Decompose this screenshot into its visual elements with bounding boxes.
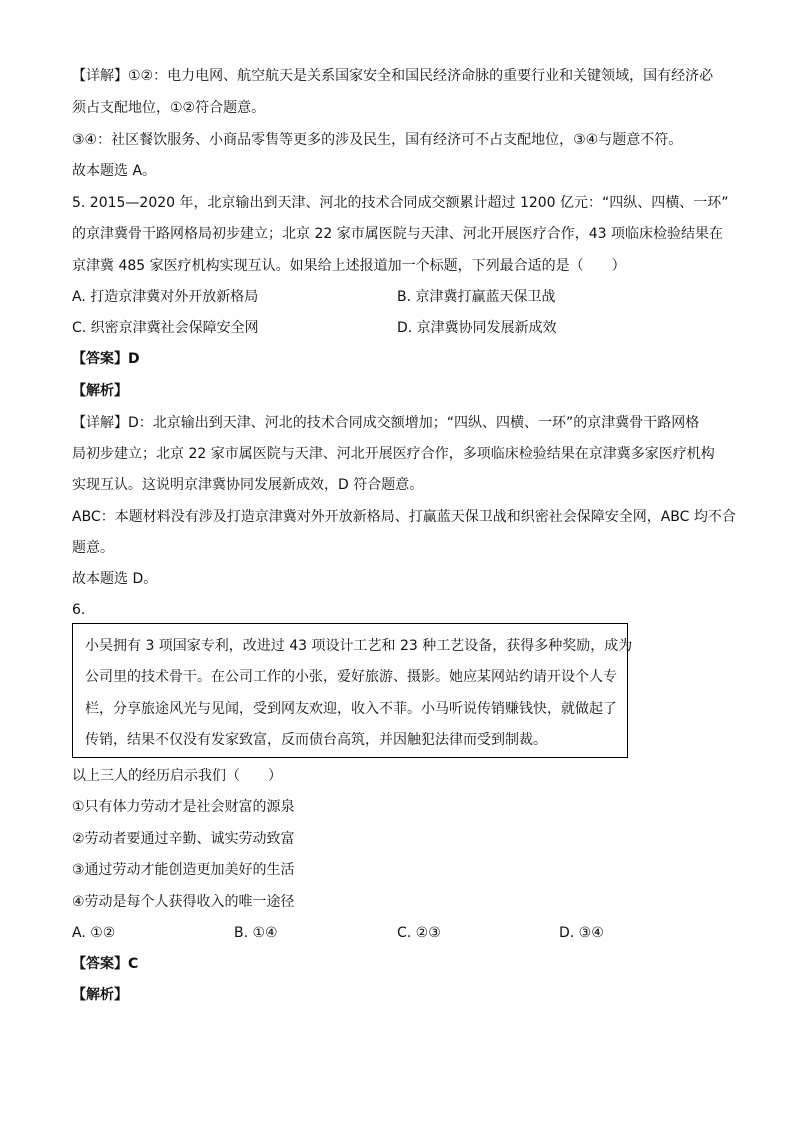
q6-statement-3: ③通过劳动才能创造更加美好的生活 bbox=[72, 862, 295, 878]
q5-conclusion: 故本题选 D。 bbox=[72, 571, 158, 587]
q5-option-b: B. 京津冀打赢蓝天保卫战 bbox=[397, 289, 556, 305]
q6-material-line-2: 公司里的技术骨干。在公司工作的小张，爱好旅游、摄影。她应某网站约请开设个人专 bbox=[85, 669, 617, 685]
q6-answer: 【答案】C bbox=[72, 956, 139, 972]
q6-statement-2: ②劳动者要通过辛勤、诚实劳动致富 bbox=[72, 831, 295, 847]
q5-option-a: A. 打造京津冀对外开放新格局 bbox=[72, 289, 259, 305]
q6-material-line-4: 传销，结果不仅没有发家致富，反而债台高筑，并因触犯法律而受到制裁。 bbox=[85, 732, 547, 748]
q6-material-box bbox=[72, 623, 633, 758]
q5-detail-line-5: 题意。 bbox=[72, 540, 114, 556]
q5-detail-line-3: 实现互认。这说明京津冀协同发展新成效，D 符合题意。 bbox=[72, 477, 424, 493]
q6-statement-1: ①只有体力劳动才是社会财富的源泉 bbox=[72, 799, 295, 815]
q6-option-a: A. ①② bbox=[72, 925, 116, 941]
q5-stem-line-1: 5. 2015—2020 年，北京输出到天津、河北的技术合同成交额累计超过 1200 亿元：“四纵、四横、一环” bbox=[72, 195, 729, 211]
q5-analysis-label: 【解析】 bbox=[72, 383, 128, 399]
q4-conclusion: 故本题选 A。 bbox=[72, 163, 157, 179]
q6-material-line-1: 小吴拥有 3 项国家专利，改进过 43 项设计工艺和 23 种工艺设备，获得多种奖励，成为 bbox=[85, 638, 633, 654]
q4-detail-line-2: 须占支配地位，①②符合题意。 bbox=[72, 100, 266, 116]
q5-stem-line-2: 的京津冀骨干路网格局初步建立；北京 22 家市属医院与天津、河北开展医疗合作，43 项临床检验结果在 bbox=[72, 226, 723, 242]
q6-option-b: B. ①④ bbox=[234, 925, 278, 941]
q6-number: 6. bbox=[72, 602, 86, 618]
q5-detail-line-1: 【详解】D：北京输出到天津、河北的技术合同成交额增加；“四纵、四横、一环”的京津冀骨干路网格 bbox=[72, 415, 700, 431]
q5-stem-line-3: 京津冀 485 家医疗机构实现互认。如果给上述报道加一个标题，下列最合适的是（ ） bbox=[72, 258, 626, 274]
q5-detail-line-2: 局初步建立；北京 22 家市属医院与天津、河北开展医疗合作，多项临床检验结果在京津冀多家医疗机构 bbox=[72, 446, 715, 462]
q5-detail-line-4: ABC：本题材料没有涉及打造京津冀对外开放新格局、打赢蓝天保卫战和织密社会保障安全网，ABC 均不合 bbox=[72, 509, 736, 525]
q6-option-d: D. ③④ bbox=[559, 925, 604, 941]
q6-statement-4: ④劳动是每个人获得收入的唯一途径 bbox=[72, 894, 295, 910]
q6-analysis-label: 【解析】 bbox=[72, 987, 128, 1003]
q5-option-c: C. 织密京津冀社会保障安全网 bbox=[72, 320, 259, 336]
q6-material-line-3: 栏，分享旅途风光与见闻，受到网友欢迎，收入不菲。小马听说传销赚钱快，就做起了 bbox=[85, 701, 617, 717]
q5-answer: 【答案】D bbox=[72, 351, 140, 367]
q6-option-c: C. ②③ bbox=[397, 925, 441, 941]
q5-option-d: D. 京津冀协同发展新成效 bbox=[397, 320, 557, 336]
q6-question: 以上三人的经历启示我们（ ） bbox=[72, 768, 282, 784]
q4-detail-line-3: ③④：社区餐饮服务、小商品零售等更多的涉及民生，国有经济可不占支配地位，③④与题意不符。 bbox=[72, 132, 683, 148]
q4-detail-line-1: 【详解】①②：电力电网、航空航天是关系国家安全和国民经济命脉的重要行业和关键领域，国有经济必 bbox=[72, 68, 714, 84]
